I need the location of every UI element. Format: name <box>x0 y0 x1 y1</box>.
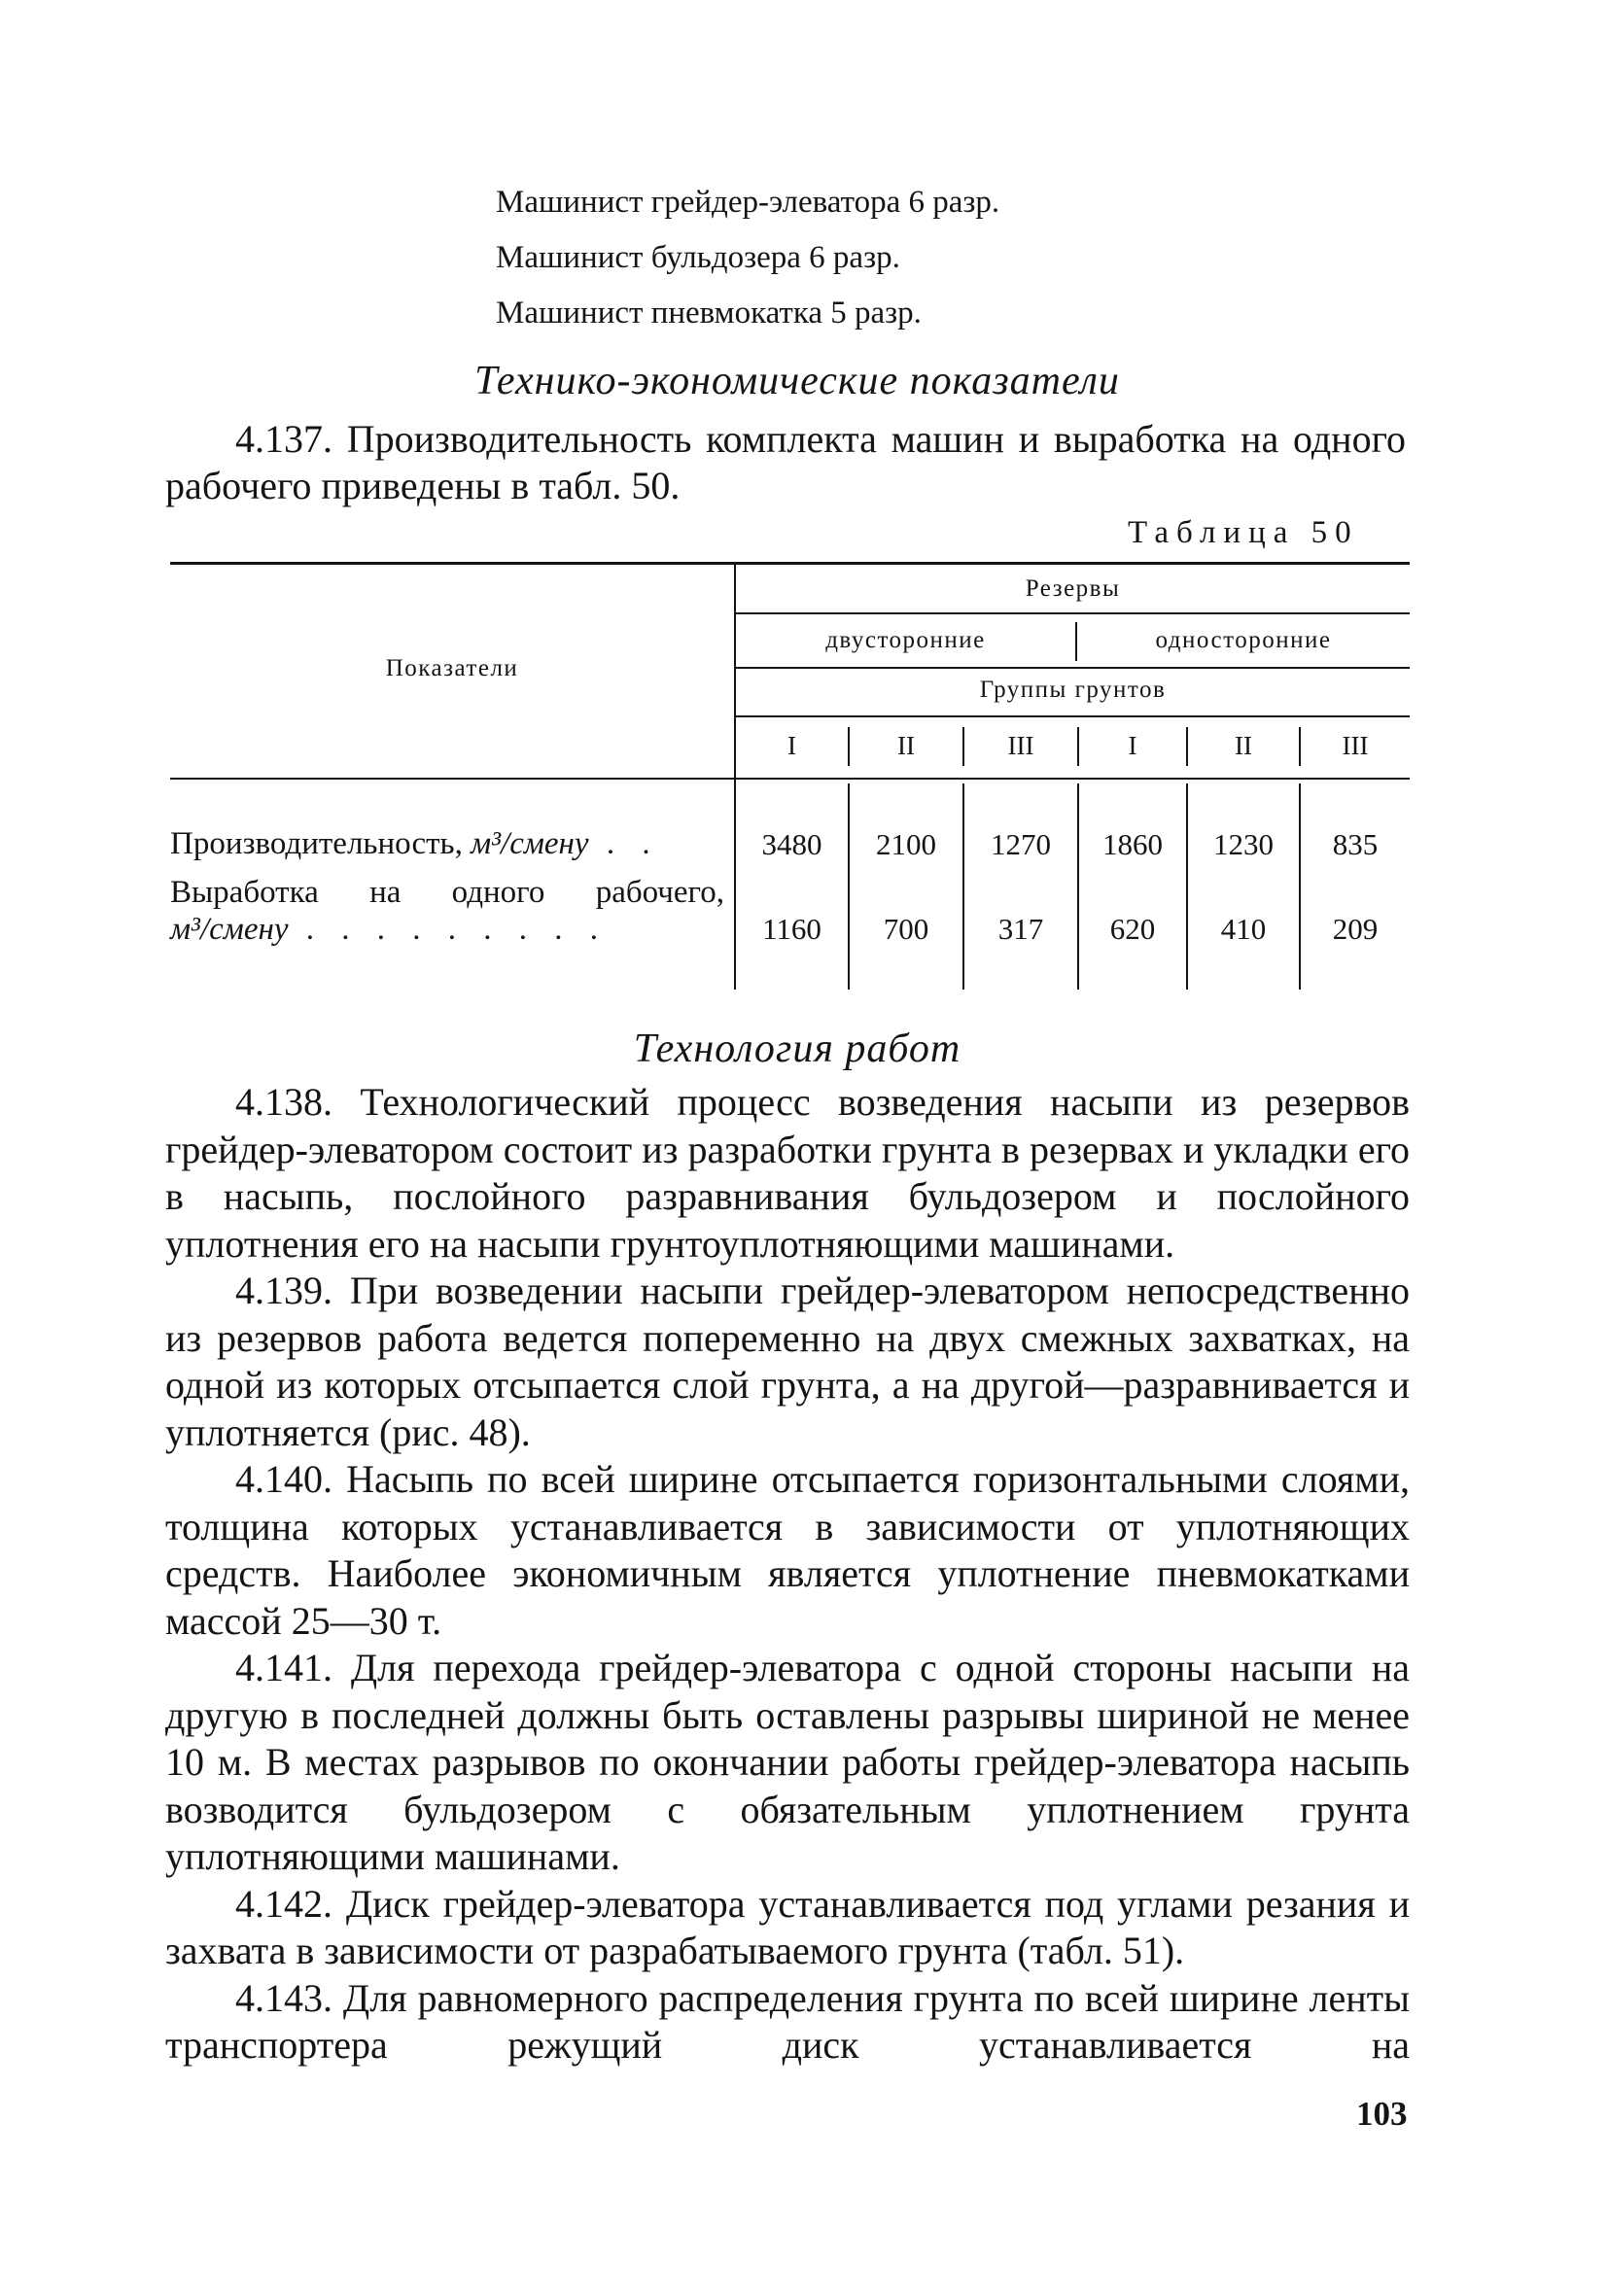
crew-item: Машинист пневмокатка 5 разр. <box>496 296 922 330</box>
table-divider-vertical <box>1299 783 1301 990</box>
table-cell: 2100 <box>876 827 936 861</box>
table-cell: 1230 <box>1213 827 1274 861</box>
soil-group-numeral: I <box>787 731 796 760</box>
table-divider-vertical <box>1077 783 1079 990</box>
row-label-output-unit <box>170 912 608 948</box>
header-two-sided: двусторонние <box>825 627 986 653</box>
page-number: 103 <box>1356 2095 1408 2133</box>
table-header-bottom-rule <box>170 778 1410 780</box>
header-soil-groups: Группы грунтов <box>979 677 1167 703</box>
table-cell: 620 <box>1109 912 1156 946</box>
table-divider-vertical <box>1186 783 1188 990</box>
table-caption: Таблица 50 <box>1128 515 1359 550</box>
body-text <box>165 1079 1410 2070</box>
soil-group-numeral: III <box>1342 731 1369 760</box>
table-cell: 317 <box>997 912 1044 946</box>
table-cell: 1270 <box>991 827 1051 861</box>
paragraph-4-140: 4.140. Насыпь по всей ширине отсыпается горизонтальными слоями, толщина которых устанавливается в зависимости от уплотняющих средств. Наиболее экономичным является уплотнение пневмокатками массой 25—30 т. <box>165 1457 1410 1643</box>
paragraph-4-142: 4.142. Диск грейдер-элеватора устанавливается под углами резания и захвата в зависимости от разрабатываемого грунта (табл. 51). <box>165 1881 1410 1972</box>
table-cell: 1160 <box>762 912 821 946</box>
soil-group-numeral: II <box>1235 731 1252 760</box>
paragraph-4-137: 4.137. Производительность комплекта машин и выработка на одного рабочего приведены в табл. 50. <box>165 417 1406 507</box>
table-rule <box>736 667 1410 669</box>
table-cell: 209 <box>1332 912 1379 946</box>
header-one-sided: односторонние <box>1155 627 1332 653</box>
row-unit: м³/смену <box>471 826 589 861</box>
paragraph-4-143: 4.143. Для равномерного распределения грунта по всей ширине ленты транспортера режущий диск устанавливается на <box>165 1975 1410 2067</box>
paragraph-4-139: 4.139. При возведении насыпи грейдер-элеватором непосредственно из резервов работа ведется попеременно на двух смежных захватках, на одной из которых отсыпается слой грунта, а на другой—разравнивается и уплотняется (рис. 48). <box>165 1269 1410 1454</box>
soil-group-numeral: I <box>1128 731 1137 760</box>
table-cell: 1860 <box>1102 827 1163 861</box>
leader-dots: . . . . . . . . . <box>288 912 608 947</box>
table-cell: 410 <box>1220 912 1267 946</box>
header-indicators: Показатели <box>385 655 519 681</box>
table-cell: 700 <box>883 912 929 946</box>
table-rule <box>736 612 1410 614</box>
soil-group-numeral: II <box>897 731 915 760</box>
leader-dots: . . <box>588 826 660 861</box>
crew-list <box>496 175 999 341</box>
row-label-productivity <box>170 826 660 862</box>
section-title-technology: Технология работ <box>633 1026 961 1071</box>
paragraph-4-141: 4.141. Для перехода грейдер-элеватора с одной стороны насыпи на другую в последней должны быть оставлены разрывы шириной не менее 10 м. В местах разрывов по окончании работы грейдер-элеватора насыпь возводится бульдозером с обязательным уплотнением грунта уплотняющими машинами. <box>165 1646 1410 1878</box>
header-reserves: Резервы <box>1025 575 1121 602</box>
table-50 <box>170 562 1410 990</box>
soil-group-numeral: III <box>1007 731 1034 760</box>
table-divider-vertical <box>848 783 850 990</box>
table-divider-vertical <box>962 783 964 990</box>
intro-paragraph <box>165 416 1406 509</box>
crew-item: Машинист бульдозера 6 разр. <box>496 240 900 275</box>
table-rule <box>736 715 1410 717</box>
row-label-text: Производительность, <box>170 826 472 861</box>
paragraph-4-138: 4.138. Технологический процесс возведения насыпи из резервов грейдер-элеватором состоит из разработки грунта в резервах и укладки его в насыпь, послойного разравнивания бульдозером и послойного уплотнения его на насыпи грунтоуплотняющими машинами. <box>165 1080 1410 1266</box>
crew-item: Машинист грейдер-элеватора 6 разр. <box>496 185 1000 220</box>
row-unit: м³/смену <box>170 912 289 947</box>
table-cell: 3480 <box>761 827 822 861</box>
table-top-rule <box>170 562 1410 565</box>
row-label-output-per-worker: Выработка на одного рабочего, <box>170 875 724 910</box>
section-title-indicators: Технико-экономические показатели <box>474 359 1120 403</box>
table-cell: 835 <box>1332 827 1379 861</box>
